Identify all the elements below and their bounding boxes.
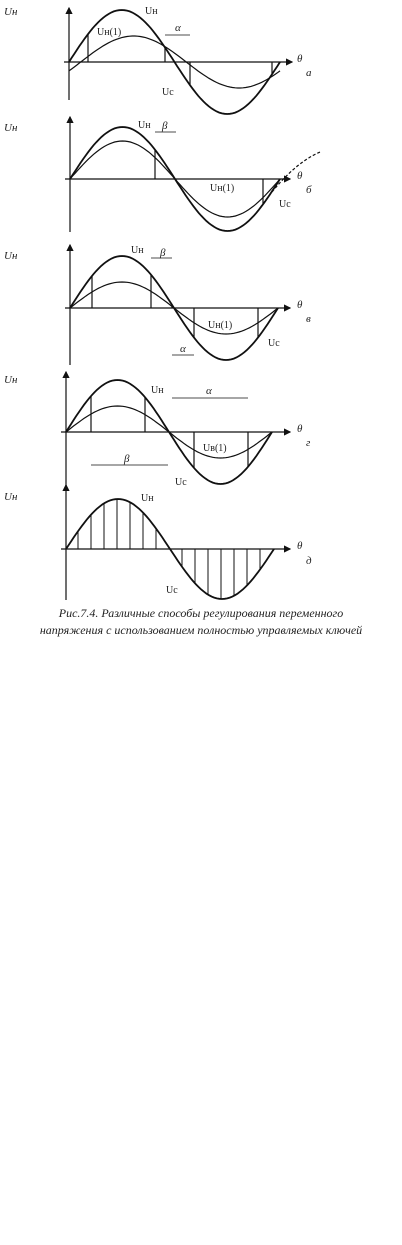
panel-d-load-label: Uн — [141, 493, 154, 504]
panel-a-angle-label: α — [175, 22, 181, 34]
caption-line-1: Рис.7.4. Различные способы регулирования переменного — [58, 606, 344, 620]
panel-a — [4, 6, 312, 114]
panel-d — [4, 485, 312, 600]
panel-v-yaxis-label: Uн — [4, 250, 18, 262]
panel-g-load-label: Uн — [151, 385, 164, 396]
panel-b — [4, 117, 320, 232]
figure-caption — [0, 605, 402, 639]
caption-line-2: напряжения с использованием полностью управляемых ключей — [39, 623, 363, 637]
panel-v — [4, 245, 311, 365]
panel-d-supply-label: Uс — [166, 585, 178, 596]
panel-g — [4, 372, 311, 490]
panel-a-pulse-lines — [88, 34, 272, 85]
panel-v-letter: в — [306, 313, 311, 325]
panel-d-letter: д — [306, 555, 312, 567]
panel-a-letter: а — [306, 67, 312, 79]
panel-v-angle2-label: α — [180, 343, 186, 355]
panel-b-angle-label: β — [162, 120, 168, 132]
panel-b-letter: б — [306, 184, 312, 196]
panel-g-xaxis-label: θ — [297, 423, 303, 435]
panel-v-load-label: Uн — [131, 245, 144, 256]
panel-b-supply-label: Uс — [279, 199, 291, 210]
panel-a-supply-label: Uс — [162, 87, 174, 98]
panel-b-load-label: Uн — [138, 120, 151, 131]
panel-v-xaxis-label: θ — [297, 299, 303, 311]
panel-d-xaxis-label: θ — [297, 540, 303, 552]
panel-b-xaxis-label: θ — [297, 170, 303, 182]
panel-a-yaxis-label: Uн — [4, 6, 18, 18]
panel-a-load-label: Uн — [145, 6, 158, 17]
panel-g-fundamental-label: Uв(1) — [203, 443, 227, 454]
panel-g-letter: г — [306, 437, 311, 449]
panel-d-yaxis-label: Uн — [4, 491, 18, 503]
panel-a-fundamental-label: Uн(1) — [97, 27, 122, 38]
panel-b-yaxis-label: Uн — [4, 122, 18, 134]
panel-v-fundamental-label: Uн(1) — [208, 320, 233, 331]
panel-a-xaxis-label: θ — [297, 53, 303, 65]
panel-g-yaxis-label: Uн — [4, 374, 18, 386]
panel-v-angle1-label: β — [160, 247, 166, 259]
panel-v-supply-label: Uс — [268, 338, 280, 349]
panel-g-supply-label: Uс — [175, 477, 187, 488]
panel-v-pulse-lines — [92, 275, 258, 338]
panel-g-angle2-label: β — [124, 453, 130, 465]
panel-g-angle1-label: α — [206, 385, 212, 397]
panel-b-pulse-lines — [155, 150, 263, 205]
panel-b-fundamental-label: Uн(1) — [210, 183, 235, 194]
waveform-diagrams — [0, 0, 402, 600]
